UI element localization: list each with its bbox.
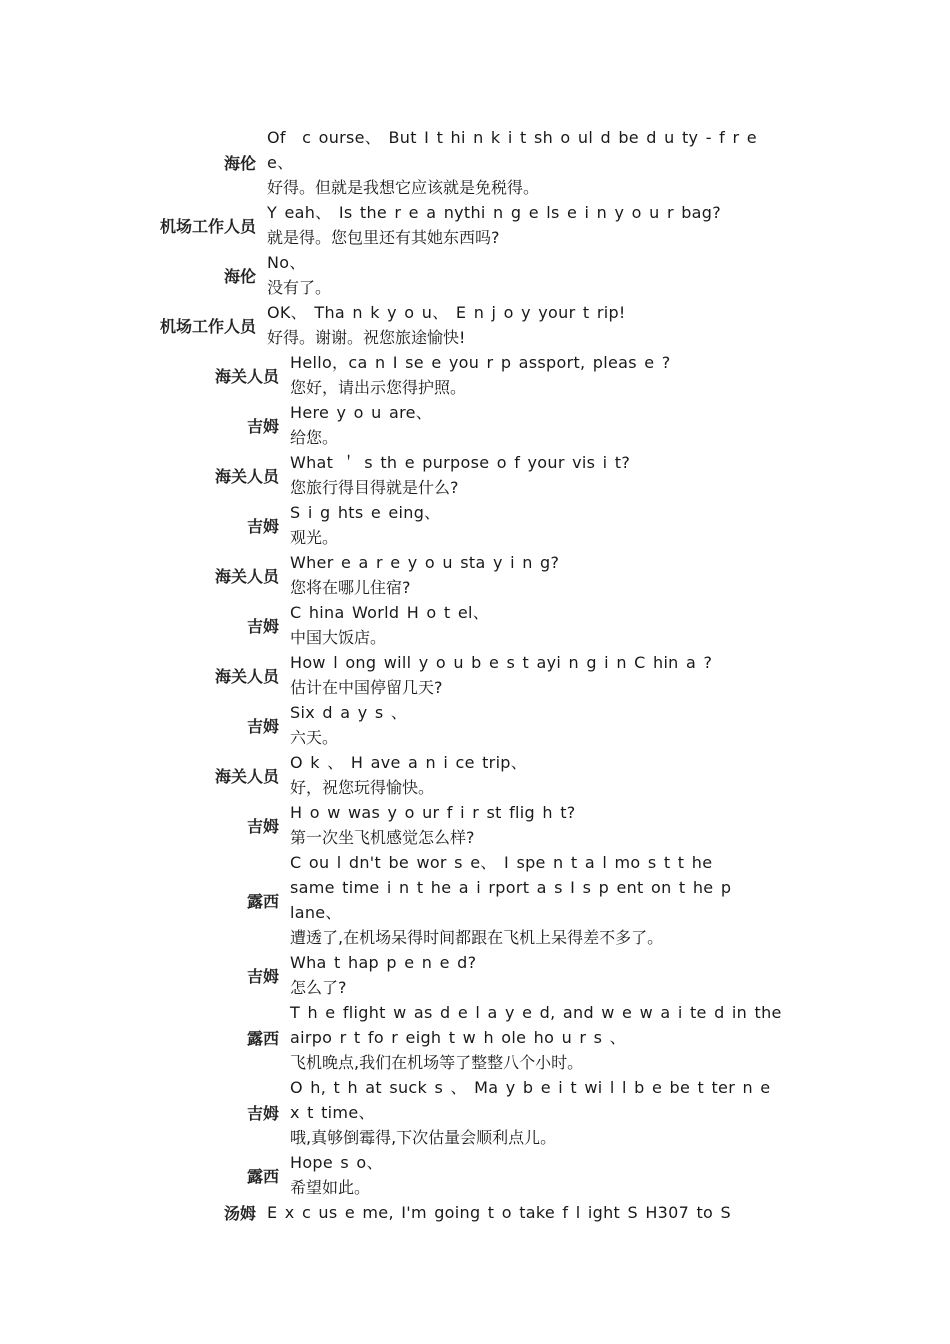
utterance [267,125,757,200]
dialogue-line: O h, t h at suck s 、 Ma y b e i t wi l l b e be t ter n e [290,1078,771,1097]
translation-line: 哦,真够倒霉得,下次估量会顺利点儿。 [290,1128,557,1147]
dialogue-line: airpo r t fo r eigh t w h ole ho u r s 、 [290,1028,626,1047]
speaker-name: 海关人员 [214,566,279,586]
dialogue-line: Hope s o、 [290,1153,383,1172]
utterance [267,1200,731,1225]
translation-line: 好得。谢谢。祝您旅途愉快! [267,328,466,347]
dialogue-line: Of c ourse、 But I t hi n k i t sh o ul d be d u ty - f r e [267,128,757,147]
speaker-name: 吉姆 [246,416,279,436]
utterance [290,1075,770,1150]
dialogue-block [0,250,331,300]
dialogue-block [0,550,559,600]
utterance [290,750,527,800]
translation-line: 您将在哪儿住宿? [290,578,411,597]
utterance [290,450,630,500]
speaker-name: 海关人员 [214,366,279,386]
dialogue-line: Wha t hap p e n e d? [290,953,477,972]
dialogue-block [0,600,489,650]
dialogue-line: What ＇ s th e purpose o f your vis i t? [290,453,631,472]
utterance [290,700,407,750]
translation-line: 您好，请出示您得护照。 [290,378,467,397]
speaker-name: 海关人员 [214,766,279,786]
speaker-name: 吉姆 [246,616,279,636]
dialogue-block [0,125,757,200]
speaker-name: 海关人员 [214,466,279,486]
speaker-name: 吉姆 [246,516,279,536]
dialogue-block [0,950,476,1000]
dialogue-line: Here y o u are、 [290,403,433,422]
dialogue-block [0,1075,770,1150]
translation-line: 中国大饭店。 [290,628,387,647]
dialogue-line: No、 [267,253,306,272]
dialogue-line: E x c us e me, I'm going t o take f l ight S H307 to S [267,1203,731,1222]
translation-line: 六天。 [290,728,339,747]
speaker-name: 机场工作人员 [159,316,256,336]
speaker-name: 露西 [246,1166,279,1186]
speaker-name: 吉姆 [246,816,279,836]
dialogue-line: Six d a y s 、 [290,703,408,722]
dialogue-block [0,700,407,750]
dialogue-block [0,850,731,950]
translation-line: 就是得。您包里还有其她东西吗? [267,228,500,247]
dialogue-block [0,800,576,850]
dialogue-line: same time i n t he a i rport a s I s p ent on t he p [290,878,732,897]
dialogue-block [0,1000,782,1075]
utterance [290,800,576,850]
dialogue-block [0,350,671,400]
dialogue-block [0,650,712,700]
dialogue-line: C hina World H o t el、 [290,603,490,622]
dialogue-line: e、 [267,153,294,172]
speaker-name: 海关人员 [214,666,279,686]
utterance [267,200,721,250]
utterance [267,300,626,350]
utterance [290,400,432,450]
translation-line: 给您。 [290,428,339,447]
dialogue-block [0,750,527,800]
translation-line: 没有了。 [267,278,332,297]
translation-line: 好，祝您玩得愉快。 [290,778,435,797]
speaker-name: 海伦 [223,266,256,286]
speaker-name: 吉姆 [246,1104,279,1123]
speaker-name: 吉姆 [246,716,279,736]
utterance [290,1150,383,1200]
dialogue-block [0,500,440,550]
utterance [290,500,440,550]
dialogue-line: S i g hts e eing、 [290,503,441,522]
translation-line: 遭透了,在机场呆得时间都跟在飞机上呆得差不多了。 [290,928,664,947]
translation-line: 飞机晚点,我们在机场等了整整八个小时。 [290,1053,584,1072]
speaker-name: 海伦 [223,154,256,173]
speaker-name: 汤姆 [223,1204,256,1223]
dialogue-line: Wher e a r e y o u sta y i n g? [290,553,560,572]
dialogue-block [0,1200,731,1225]
dialogue-line: Y eah、 Is the r e a nythi n g e ls e i n y o u r bag? [267,203,722,222]
speaker-name: 吉姆 [246,966,279,986]
translation-line: 估计在中国停留几天? [290,678,443,697]
dialogue-line: O k 、 H ave a n i ce trip、 [290,753,528,772]
dialogue-line: x t time、 [290,1103,375,1122]
dialogue-line: How l ong will y o u b e s t ayi n g i n C hin a ? [290,653,713,672]
utterance [290,650,712,700]
utterance [267,250,331,300]
translation-line: 好得。但就是我想它应该就是免税得。 [267,178,540,197]
speaker-name: 机场工作人员 [159,216,256,236]
translation-line: 观光。 [290,528,339,547]
utterance [290,850,731,950]
utterance [290,600,489,650]
translation-line: 第一次坐飞机感觉怎么样? [290,828,475,847]
dialogue-block [0,300,626,350]
utterance [290,350,671,400]
dialogue-line: T h e flight w as d e l a y e d, and w e w a i te d in the [290,1003,782,1022]
dialogue-block [0,400,432,450]
speaker-name: 露西 [246,1029,279,1048]
utterance [290,1000,782,1075]
dialogue-block [0,200,721,250]
utterance [290,950,476,1000]
translation-line: 怎么了? [290,978,347,997]
translation-line: 您旅行得目得就是什么? [290,478,459,497]
translation-line: 希望如此。 [290,1178,371,1197]
dialogue-line: H o w was y o ur f i r st flig h t? [290,803,576,822]
dialogue-block [0,1150,383,1200]
dialogue-line: OK、 Tha n k y o u、 E n j o y your t rip! [267,303,626,322]
dialogue-line: C ou l dn't be wor s e、 I spe n t a l mo s t t he [290,853,713,872]
dialogue-line: lane、 [290,903,342,922]
dialogue-block [0,450,630,500]
utterance [290,550,559,600]
dialogue-line: Hello，ca n I se e you r p assport, pleas e ? [290,353,671,372]
speaker-name: 露西 [246,891,279,911]
